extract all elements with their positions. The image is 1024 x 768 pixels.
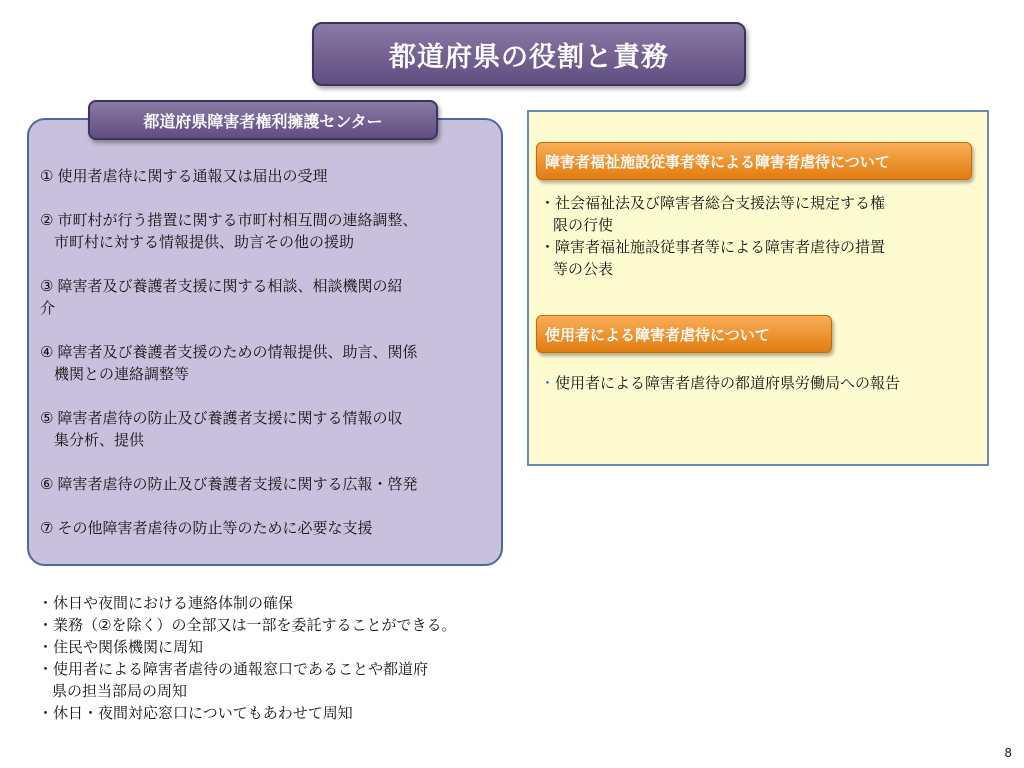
- facility-abuse-item: ・社会福祉法及び障害者総合支援法等に規定する権 限の行使: [540, 194, 886, 234]
- list-item: ④ 障害者及び養護者支援のための情報提供、助言、関係 機関との連絡調整等: [40, 343, 418, 383]
- list-item: ・住民や関係機関に周知: [38, 638, 204, 656]
- list-item: ⑦ その他障害者虐待の防止等のために必要な支援: [40, 519, 373, 537]
- list-item: ② 市町村が行う措置に関する市町村相互間の連絡調整、 市町村に対する情報提供、助言その他の援助: [40, 211, 418, 251]
- center-duty-list: [40, 165, 495, 561]
- list-item: ・業務（②を除く）の全部又は一部を委託することができる。: [38, 616, 457, 634]
- title-banner: [312, 22, 746, 86]
- center-label: 都道府県障害者権利擁護センター: [143, 111, 383, 131]
- employer-abuse-tag: 使用者による障害者虐待について: [536, 315, 832, 353]
- list-item: ・休日・夜間対応窓口についてもあわせて周知: [38, 704, 353, 722]
- list-item: ・使用者による障害者虐待の通報窓口であることや都道府 県の担当部局の周知: [38, 660, 429, 700]
- list-item: ⑤ 障害者虐待の防止及び養護者支援に関する情報の収 集分析、提供: [40, 409, 403, 449]
- list-item: ① 使用者虐待に関する通報又は届出の受理: [40, 167, 328, 185]
- list-item: ⑥ 障害者虐待の防止及び養護者支援に関する広報・啓発: [40, 475, 418, 493]
- bullet-icon: ・: [540, 374, 556, 392]
- facility-abuse-item: ・障害者福祉施設従事者等による障害者虐待の措置 等の公表: [540, 238, 886, 278]
- list-item: ③ 障害者及び養護者支援に関する相談、相談機関の紹 介: [40, 277, 403, 317]
- center-label-tab: [88, 100, 438, 140]
- page-title: 都道府県の役割と責務: [389, 41, 669, 73]
- page-number: 8: [1004, 746, 1012, 760]
- notes-list: [38, 592, 508, 724]
- employer-abuse-item: ・使用者による障害者虐待の都道府県労働局への報告: [540, 374, 901, 392]
- facility-abuse-tag: 障害者福祉施設従事者等による障害者虐待について: [536, 142, 972, 180]
- list-item: ・休日や夜間における連絡体制の確保: [38, 594, 294, 612]
